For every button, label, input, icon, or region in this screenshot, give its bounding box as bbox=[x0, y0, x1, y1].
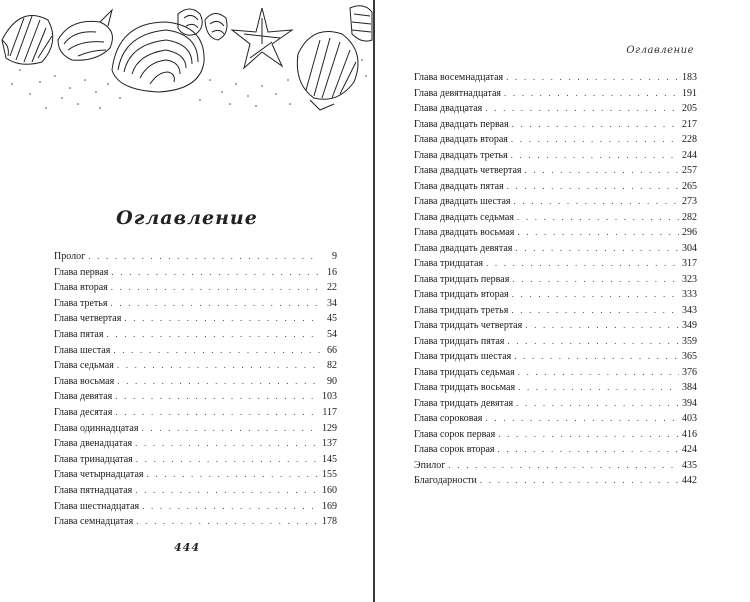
dot-leader bbox=[512, 287, 679, 303]
dot-leader bbox=[110, 296, 320, 312]
dot-leader bbox=[113, 343, 320, 359]
toc-entry-page-number: 384 bbox=[682, 382, 697, 393]
dot-leader bbox=[504, 86, 679, 102]
dot-leader bbox=[517, 210, 679, 226]
toc-entry bbox=[54, 374, 337, 390]
toc-entry-label: Глава тридцать седьмая bbox=[414, 366, 515, 378]
toc-entry bbox=[414, 132, 697, 148]
dot-leader bbox=[518, 380, 679, 396]
toc-entry-page-number: 282 bbox=[682, 211, 697, 223]
dot-leader bbox=[518, 365, 679, 381]
dot-leader bbox=[514, 349, 679, 365]
toc-entry bbox=[414, 163, 697, 179]
toc-entry-label: Глава девятнадцатая bbox=[414, 87, 502, 99]
toc-entry bbox=[414, 458, 697, 474]
toc-entry-label: Глава двадцать первая bbox=[414, 118, 509, 130]
toc-entry bbox=[54, 327, 337, 343]
toc-entry-page-number: 228 bbox=[682, 134, 697, 145]
toc-entry bbox=[414, 179, 697, 195]
toc-entry-label: Глава тридцать третья bbox=[414, 304, 509, 316]
toc-entry bbox=[54, 358, 337, 374]
toc-entry-label: Глава шестая bbox=[54, 344, 111, 356]
toc-entry bbox=[54, 265, 337, 281]
dot-leader bbox=[117, 374, 320, 390]
toc-entry-label: Глава тринадцатая bbox=[54, 453, 133, 465]
dot-leader bbox=[115, 389, 319, 405]
toc-entry-page-number: 82 bbox=[327, 360, 337, 372]
toc-entry bbox=[414, 303, 697, 319]
toc-entry-page-number: 117 bbox=[322, 406, 337, 418]
dot-leader bbox=[88, 249, 320, 265]
dot-leader bbox=[448, 458, 679, 474]
page-number: 444 bbox=[174, 541, 200, 554]
left-page bbox=[0, 0, 374, 602]
dot-leader bbox=[135, 483, 319, 499]
toc-entry bbox=[414, 70, 697, 86]
toc-entry bbox=[414, 287, 697, 303]
dot-leader bbox=[106, 327, 320, 343]
toc-entry-page-number: 333 bbox=[682, 289, 697, 300]
toc-entry bbox=[54, 436, 337, 452]
conch-shell-icon bbox=[58, 10, 112, 60]
toc-entry-page-number: 424 bbox=[682, 444, 697, 455]
dot-leader bbox=[117, 358, 320, 374]
dot-leader bbox=[485, 411, 679, 427]
toc-entry-label: Глава двадцать вторая bbox=[414, 134, 508, 145]
toc-entry-label: Глава тридцать первая bbox=[414, 273, 510, 285]
toc-entry-label: Глава сорок первая bbox=[414, 428, 496, 440]
toc-entry-page-number: 265 bbox=[682, 180, 697, 192]
running-head: Оглавление bbox=[626, 45, 694, 56]
toc-entry-page-number: 137 bbox=[322, 438, 337, 450]
toc-entry bbox=[414, 411, 697, 427]
toc-entry-page-number: 178 bbox=[322, 516, 337, 528]
toc-entry bbox=[54, 280, 337, 296]
toc-entry-page-number: 365 bbox=[682, 351, 697, 362]
spiral-shell-icon bbox=[178, 9, 227, 40]
toc-entry-label: Глава сорок вторая bbox=[414, 444, 495, 455]
toc-entry-page-number: 323 bbox=[682, 273, 697, 285]
toc-entry-page-number: 394 bbox=[682, 397, 697, 409]
scallop-shell-icon bbox=[2, 16, 53, 65]
toc-list-right bbox=[414, 70, 697, 489]
toc-entry-page-number: 343 bbox=[682, 304, 697, 316]
dot-leader bbox=[515, 241, 679, 257]
toc-entry-page-number: 442 bbox=[682, 475, 697, 486]
dot-leader bbox=[136, 452, 319, 468]
toc-entry-page-number: 34 bbox=[327, 297, 337, 309]
dot-leader bbox=[511, 132, 679, 148]
toc-entry-label: Глава пятнадцатая bbox=[54, 484, 133, 496]
toc-entry-label: Глава двадцать пятая bbox=[414, 180, 504, 192]
toc-entry-label: Глава шестнадцатая bbox=[54, 500, 140, 512]
toc-entry-page-number: 217 bbox=[682, 118, 697, 130]
toc-entry bbox=[54, 499, 337, 515]
toc-entry bbox=[414, 365, 697, 381]
toc-entry-label: Эпилог bbox=[414, 459, 446, 471]
dot-leader bbox=[485, 101, 679, 117]
toc-entry bbox=[414, 473, 697, 489]
toc-entry bbox=[54, 514, 337, 530]
toc-entry-label: Глава двадцать шестая bbox=[414, 196, 511, 207]
toc-entry-label: Глава восьмая bbox=[54, 375, 115, 387]
toc-entry-label: Глава третья bbox=[54, 297, 108, 309]
toc-entry-label: Глава тридцать вторая bbox=[414, 289, 509, 300]
toc-entry bbox=[414, 256, 697, 272]
toc-entry-page-number: 349 bbox=[682, 320, 697, 331]
toc-entry bbox=[414, 334, 697, 350]
dot-leader bbox=[511, 148, 679, 164]
toc-entry-label: Глава сороковая bbox=[414, 413, 483, 424]
toc-entry bbox=[414, 380, 697, 396]
dot-leader bbox=[506, 70, 679, 86]
toc-entry-label: Глава восемнадцатая bbox=[414, 72, 504, 83]
toc-entry-page-number: 317 bbox=[682, 258, 697, 269]
toc-entry bbox=[54, 343, 337, 359]
toc-list-left bbox=[54, 249, 337, 530]
toc-entry-page-number: 183 bbox=[682, 72, 697, 83]
toc-entry-page-number: 145 bbox=[322, 453, 337, 465]
toc-entry bbox=[54, 296, 337, 312]
toc-entry-label: Глава двенадцатая bbox=[54, 438, 133, 450]
toc-entry bbox=[414, 86, 697, 102]
toc-entry-page-number: 304 bbox=[682, 242, 697, 254]
dot-leader bbox=[115, 405, 319, 421]
toc-entry-label: Глава пятая bbox=[54, 328, 104, 340]
dot-leader bbox=[124, 311, 320, 327]
toc-entry-page-number: 376 bbox=[682, 366, 697, 378]
toc-entry-page-number: 205 bbox=[682, 103, 697, 114]
clam-shell-icon bbox=[112, 22, 204, 92]
toc-entry-page-number: 66 bbox=[327, 344, 337, 356]
dot-leader bbox=[525, 318, 679, 334]
toc-entry bbox=[414, 210, 697, 226]
toc-entry-label: Пролог bbox=[54, 251, 86, 262]
toc-entry bbox=[54, 405, 337, 421]
toc-entry-page-number: 191 bbox=[682, 87, 697, 99]
dot-leader bbox=[141, 421, 319, 437]
seashell-illustration bbox=[0, 0, 374, 118]
toc-entry-label: Глава четвертая bbox=[54, 313, 122, 325]
toc-entry-page-number: 403 bbox=[682, 413, 697, 424]
toc-entry-page-number: 9 bbox=[332, 251, 337, 262]
toc-entry-page-number: 169 bbox=[322, 500, 337, 512]
right-page bbox=[376, 0, 750, 602]
toc-entry-label: Глава тридцатая bbox=[414, 258, 483, 269]
toc-entry bbox=[414, 225, 697, 241]
toc-entry-label: Глава тридцать девятая bbox=[414, 397, 514, 409]
toc-entry bbox=[414, 101, 697, 117]
toc-entry bbox=[54, 467, 337, 483]
toc-entry-label: Глава двадцать четвертая bbox=[414, 165, 522, 176]
dot-leader bbox=[525, 163, 680, 179]
toc-entry-page-number: 22 bbox=[327, 282, 337, 294]
dot-leader bbox=[486, 256, 679, 272]
dot-leader bbox=[136, 514, 319, 530]
dot-leader bbox=[146, 467, 319, 483]
dot-leader bbox=[507, 334, 679, 350]
toc-entry bbox=[54, 389, 337, 405]
toc-entry-label: Глава двадцать третья bbox=[414, 149, 508, 161]
toc-entry bbox=[414, 427, 697, 443]
toc-entry bbox=[54, 249, 337, 265]
toc-entry bbox=[414, 318, 697, 334]
toc-entry bbox=[414, 396, 697, 412]
toc-entry-page-number: 257 bbox=[682, 165, 697, 176]
toc-title: Оглавление bbox=[116, 207, 258, 229]
dot-leader bbox=[507, 179, 679, 195]
toc-entry bbox=[54, 452, 337, 468]
toc-entry bbox=[414, 117, 697, 133]
toc-entry-page-number: 359 bbox=[682, 335, 697, 347]
scallop-shell-right-icon bbox=[297, 32, 358, 111]
toc-entry-label: Глава двадцать девятая bbox=[414, 242, 513, 254]
toc-entry bbox=[54, 421, 337, 437]
toc-entry-page-number: 155 bbox=[322, 469, 337, 481]
toc-entry-page-number: 160 bbox=[322, 484, 337, 496]
toc-entry bbox=[54, 483, 337, 499]
dot-leader bbox=[142, 499, 319, 515]
toc-entry bbox=[414, 349, 697, 365]
toc-entry bbox=[414, 442, 697, 458]
dot-leader bbox=[498, 427, 679, 443]
toc-entry-label: Глава седьмая bbox=[54, 360, 114, 372]
dot-leader bbox=[517, 225, 679, 241]
toc-entry-label: Глава вторая bbox=[54, 282, 108, 294]
toc-entry-label: Глава девятая bbox=[54, 391, 113, 403]
toc-entry-page-number: 416 bbox=[682, 428, 697, 440]
cone-shell-icon bbox=[350, 6, 372, 41]
toc-entry bbox=[54, 311, 337, 327]
toc-entry-label: Глава двадцатая bbox=[414, 103, 483, 114]
toc-entry-page-number: 90 bbox=[327, 375, 337, 387]
dot-leader bbox=[111, 265, 320, 281]
dot-leader bbox=[511, 303, 679, 319]
toc-entry-label: Благодарности bbox=[414, 475, 477, 486]
toc-entry bbox=[414, 272, 697, 288]
toc-entry-page-number: 103 bbox=[322, 391, 337, 403]
toc-entry bbox=[414, 148, 697, 164]
toc-entry-label: Глава семнадцатая bbox=[54, 516, 134, 528]
toc-entry-label: Глава тридцать восьмая bbox=[414, 382, 516, 393]
toc-entry-page-number: 45 bbox=[327, 313, 337, 325]
toc-entry bbox=[414, 194, 697, 210]
dot-leader bbox=[514, 194, 679, 210]
toc-entry-page-number: 16 bbox=[327, 266, 337, 278]
dot-leader bbox=[480, 473, 679, 489]
toc-entry-label: Глава двадцать седьмая bbox=[414, 211, 514, 223]
toc-entry-page-number: 296 bbox=[682, 227, 697, 238]
toc-entry-page-number: 273 bbox=[682, 196, 697, 207]
toc-entry-page-number: 435 bbox=[682, 459, 697, 471]
toc-entry-label: Глава четырнадцатая bbox=[54, 469, 144, 481]
toc-entry-label: Глава тридцать шестая bbox=[414, 351, 512, 362]
toc-entry-label: Глава десятая bbox=[54, 406, 113, 418]
toc-entry-page-number: 54 bbox=[327, 328, 337, 340]
dot-leader bbox=[498, 442, 679, 458]
toc-entry-label: Глава тридцать пятая bbox=[414, 335, 505, 347]
dot-leader bbox=[111, 280, 320, 296]
dot-leader bbox=[512, 272, 679, 288]
dot-leader bbox=[516, 396, 679, 412]
dot-leader bbox=[135, 436, 319, 452]
toc-entry-label: Глава тридцать четвертая bbox=[414, 320, 523, 331]
toc-entry bbox=[414, 241, 697, 257]
toc-entry-label: Глава одиннадцатая bbox=[54, 422, 139, 434]
page-gutter bbox=[373, 0, 375, 602]
toc-entry-label: Глава первая bbox=[54, 266, 109, 278]
toc-entry-page-number: 129 bbox=[322, 422, 337, 434]
toc-entry-label: Глава двадцать восьмая bbox=[414, 227, 515, 238]
toc-entry-page-number: 244 bbox=[682, 149, 697, 161]
starfish-icon bbox=[232, 8, 292, 68]
dot-leader bbox=[512, 117, 679, 133]
